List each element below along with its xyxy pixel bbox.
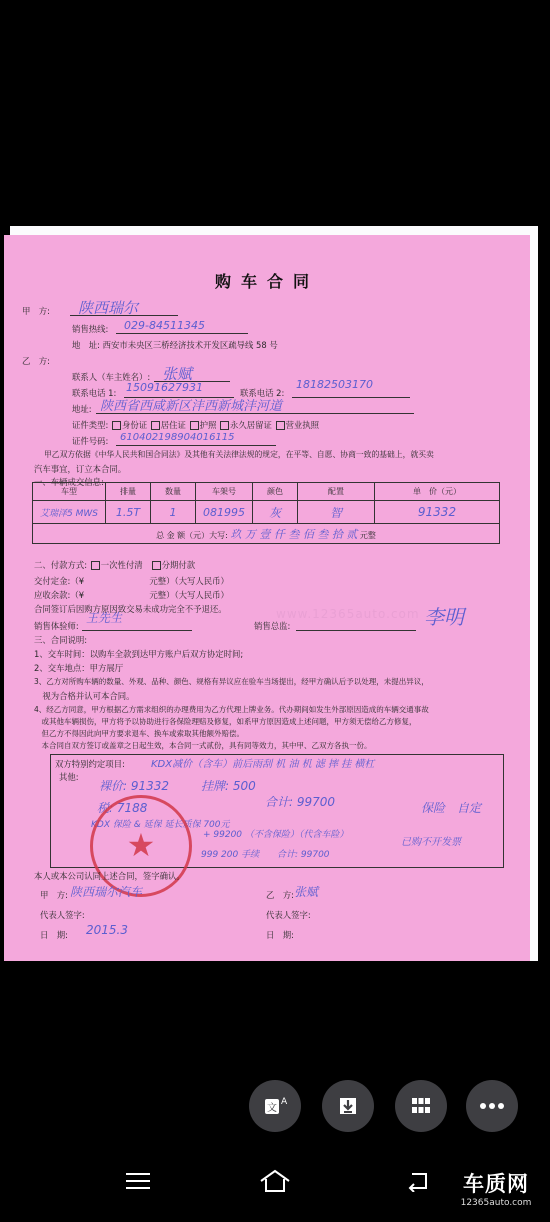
download-icon <box>336 1094 360 1118</box>
pay-inst-label: 分期付款 <box>161 560 196 570</box>
idtype-checkbox-1[interactable] <box>112 421 121 430</box>
deposit-label: 交付定金:（¥ <box>34 576 85 586</box>
menu-nav-button[interactable] <box>118 1166 158 1196</box>
idtype-checkbox-2[interactable] <box>151 421 160 430</box>
watermark-logo: 车质网 <box>463 1172 529 1196</box>
more-button[interactable] <box>466 1080 518 1132</box>
idno-value: 610402198904016115 <box>120 432 235 443</box>
th-config: 配置 <box>298 483 375 501</box>
th-displacement: 排量 <box>106 483 151 501</box>
total-row <box>33 524 500 544</box>
idtype-option-4: 永久居留证 <box>230 420 272 430</box>
contract-title: 购车合同 <box>214 272 319 291</box>
phone1-label: 联系电话 1: <box>72 388 117 398</box>
grid-icon <box>409 1094 433 1118</box>
manager-signature: 李明 <box>424 605 464 629</box>
receivable-upper: 元整）（大写人民币） <box>149 590 229 600</box>
special-hw-11: 已购不开发票 <box>401 837 461 848</box>
idtype-option-3: 护照 <box>199 420 217 430</box>
phone1-value: 15091627931 <box>126 381 203 394</box>
idtype-option-1: 身份证 <box>122 420 148 430</box>
party-a-label: 甲 方: <box>22 306 50 316</box>
section-2-heading: 二、付款方式: <box>34 560 88 570</box>
rep-a-label: 代表人签字: <box>40 910 85 920</box>
clause-3b: 视为合格并认可本合同。 <box>34 691 135 701</box>
contact-label: 联系人（车主姓名）: <box>72 372 151 382</box>
download-button[interactable] <box>322 1080 374 1132</box>
seal-star-icon: ★ <box>126 826 156 864</box>
th-color: 颜色 <box>253 483 298 501</box>
date-a-label: 日 期: <box>40 930 68 940</box>
preamble-line-1: 甲乙双方依据《中华人民共和国合同法》及其他有关法律法规的规定，在平等、自愿、协商一致的基础上，就买卖 <box>44 450 434 459</box>
idtype-checkbox-5[interactable] <box>276 421 285 430</box>
special-hw-9: 合计: 99700 <box>277 850 330 860</box>
receivable-label: 应收余款:（¥ <box>34 590 85 600</box>
more-icon <box>479 1102 505 1110</box>
special-hw-1: KDX减价（含车）前后雨刮 机 油 机 滤 摔 挂 横杠 <box>151 759 375 770</box>
contact-value: 张赋 <box>162 365 193 383</box>
special-other: 其他: <box>59 772 79 782</box>
th-vin: 车架号 <box>196 483 253 501</box>
svg-text:A: A <box>281 1097 288 1107</box>
total-amount-hw: 玖 万 壹 仟 叁 佰 叁 拾 贰 <box>230 527 358 541</box>
sign-a-value: 陕西瑞尔汽车 <box>70 885 143 899</box>
table-row <box>33 501 500 524</box>
special-hw-4: 税: 7188 <box>97 801 148 815</box>
home-nav-button[interactable] <box>255 1166 295 1196</box>
clause-effect: 本合同自双方签订或盖章之日起生效，本合同一式贰份，具有同等效力，其中甲、乙双方各执一份。 <box>34 741 372 750</box>
salesperson-underline <box>82 630 192 631</box>
special-hw-7: + 99200 （不含保险）（代含车险） <box>203 830 349 840</box>
special-hw-8: 999 200 手续 <box>201 850 260 860</box>
watermark-url: 12365auto.com <box>460 1198 532 1208</box>
cell-quantity: 1 <box>151 501 196 524</box>
idtype-checkbox-3[interactable] <box>190 421 199 430</box>
salesperson-label: 销售体验师: <box>34 621 79 631</box>
home-icon <box>258 1169 292 1193</box>
watermark-text: www.12365auto.com <box>276 607 420 621</box>
clause-2: 2、交车地点：甲方展厅 <box>34 663 124 673</box>
addr-b-value: 陕西省西咸新区沣西新城沣河道 <box>100 399 283 414</box>
translate-icon <box>262 1093 288 1119</box>
date-b-label: 日 期: <box>266 930 294 940</box>
cell-vin: 081995 <box>196 501 253 524</box>
salesperson-value: 王先生 <box>86 611 123 625</box>
clause-3: 3、乙方对所购车辆的数量、外观、品种、颜色、规格有异议应在验车当场提出，经甲方确认后予以处理，未提出异议， <box>34 677 429 686</box>
payment-row <box>34 559 195 571</box>
idtype-option-2: 居住证 <box>160 420 186 430</box>
receivable-row <box>34 589 229 601</box>
th-quantity: 数量 <box>151 483 196 501</box>
total-unit: 元整 <box>359 530 376 540</box>
special-hw-6: KDX 保险 & 延保 延长质保 700元 <box>91 820 230 830</box>
cell-color: 灰 <box>253 501 298 524</box>
grid-button[interactable] <box>395 1080 447 1132</box>
party-a-value: 陕西瑞尔 <box>78 299 139 317</box>
phone2-value: 18182503170 <box>296 378 373 391</box>
th-price: 单 价（元） <box>375 483 500 501</box>
total-label: 总 金 额（元）大写: <box>156 530 228 540</box>
special-hw-3: 挂牌: 500 <box>201 779 256 793</box>
address-a: 地 址: 西安市未央区三桥经济技术开发区疏导线 58 号 <box>72 340 278 350</box>
site-watermark <box>448 1168 544 1208</box>
phone2-underline <box>292 397 410 398</box>
idtype-label: 证件类型: <box>72 420 109 430</box>
party-b-label: 乙 方: <box>22 356 50 366</box>
rep-b-label: 代表人签字: <box>266 910 311 920</box>
special-hw-2: 裸价: 91332 <box>99 779 170 793</box>
clause-4: 4、经乙方同意，甲方根据乙方需求组织的办理费用为乙方代理上牌业务。代办期间如发生外部原因造成的车辆交通事故 <box>34 705 429 714</box>
th-model: 车型 <box>33 483 106 501</box>
sign-b-value: 张赋 <box>294 885 319 899</box>
idno-label: 证件号码: <box>72 436 109 446</box>
vehicle-table <box>32 482 500 544</box>
hotline-underline <box>116 333 248 334</box>
manager-underline <box>296 630 416 631</box>
manager-label: 销售总监: <box>254 621 291 631</box>
void-clause: 合同签订后因购方原因致交易未成功完全不予退还。 <box>34 604 227 614</box>
cell-config: 智 <box>298 501 375 524</box>
idtype-option-5: 营业执照 <box>285 420 320 430</box>
clause-4b: 或其他车辆损伤，甲方将予以协助进行各保险理赔及修复，如系甲方原因造成上述问题，甲方须无偿给乙方修复， <box>34 717 417 726</box>
special-label: 双方特别约定项目: <box>55 759 125 769</box>
preamble-line-2: 汽车事宜，订立本合同。 <box>34 464 127 474</box>
cell-price: 91332 <box>375 501 500 524</box>
special-hw-10: 保险 自定 <box>421 801 482 815</box>
deposit-row <box>34 575 229 587</box>
pay-full-checkbox[interactable] <box>91 561 100 570</box>
contract-sheet <box>4 235 530 961</box>
pay-full-label: 一次性付清 <box>100 560 143 570</box>
svg-text:文: 文 <box>267 1103 277 1114</box>
section-1-heading: 一、车辆成交信息: <box>34 477 104 487</box>
total-cell <box>33 524 500 544</box>
back-nav-button[interactable] <box>398 1166 438 1196</box>
hotline-value: 029-84511345 <box>124 319 205 332</box>
sign-b-label: 乙 方: <box>266 890 294 900</box>
date-a-value: 2015.3 <box>86 923 128 937</box>
idtype-checkbox-4[interactable] <box>220 421 229 430</box>
clause-1: 1、交车时间：以购车全款到达甲方账户后双方协定时间; <box>34 649 244 659</box>
clause-4c: 但乙方不得因此向甲方要求退车、换车或索取其他额外赔偿。 <box>34 729 244 738</box>
pay-inst-checkbox[interactable] <box>152 561 161 570</box>
addr-b-label: 地址: <box>72 404 92 414</box>
confirm-text: 本人或本公司认同上述合同，签字确认。 <box>34 871 185 881</box>
cell-displacement: 1.5T <box>106 501 151 524</box>
phone2-label: 联系电话 2: <box>240 388 285 398</box>
back-icon <box>404 1170 432 1192</box>
idtype-row <box>72 419 319 431</box>
special-hw-5: 合计: 99700 <box>265 795 336 809</box>
menu-icon <box>124 1171 152 1191</box>
idno-underline <box>116 445 276 446</box>
section-3-heading: 三、合同说明: <box>34 635 88 645</box>
sign-a-label: 甲 方: <box>40 890 68 900</box>
deposit-upper: 元整）（大写人民币） <box>149 576 229 586</box>
table-header-row <box>33 483 500 501</box>
translate-button[interactable] <box>249 1080 301 1132</box>
cell-model: 艾瑞泽5 MWS <box>33 501 106 524</box>
hotline-label: 销售热线: <box>72 324 109 334</box>
